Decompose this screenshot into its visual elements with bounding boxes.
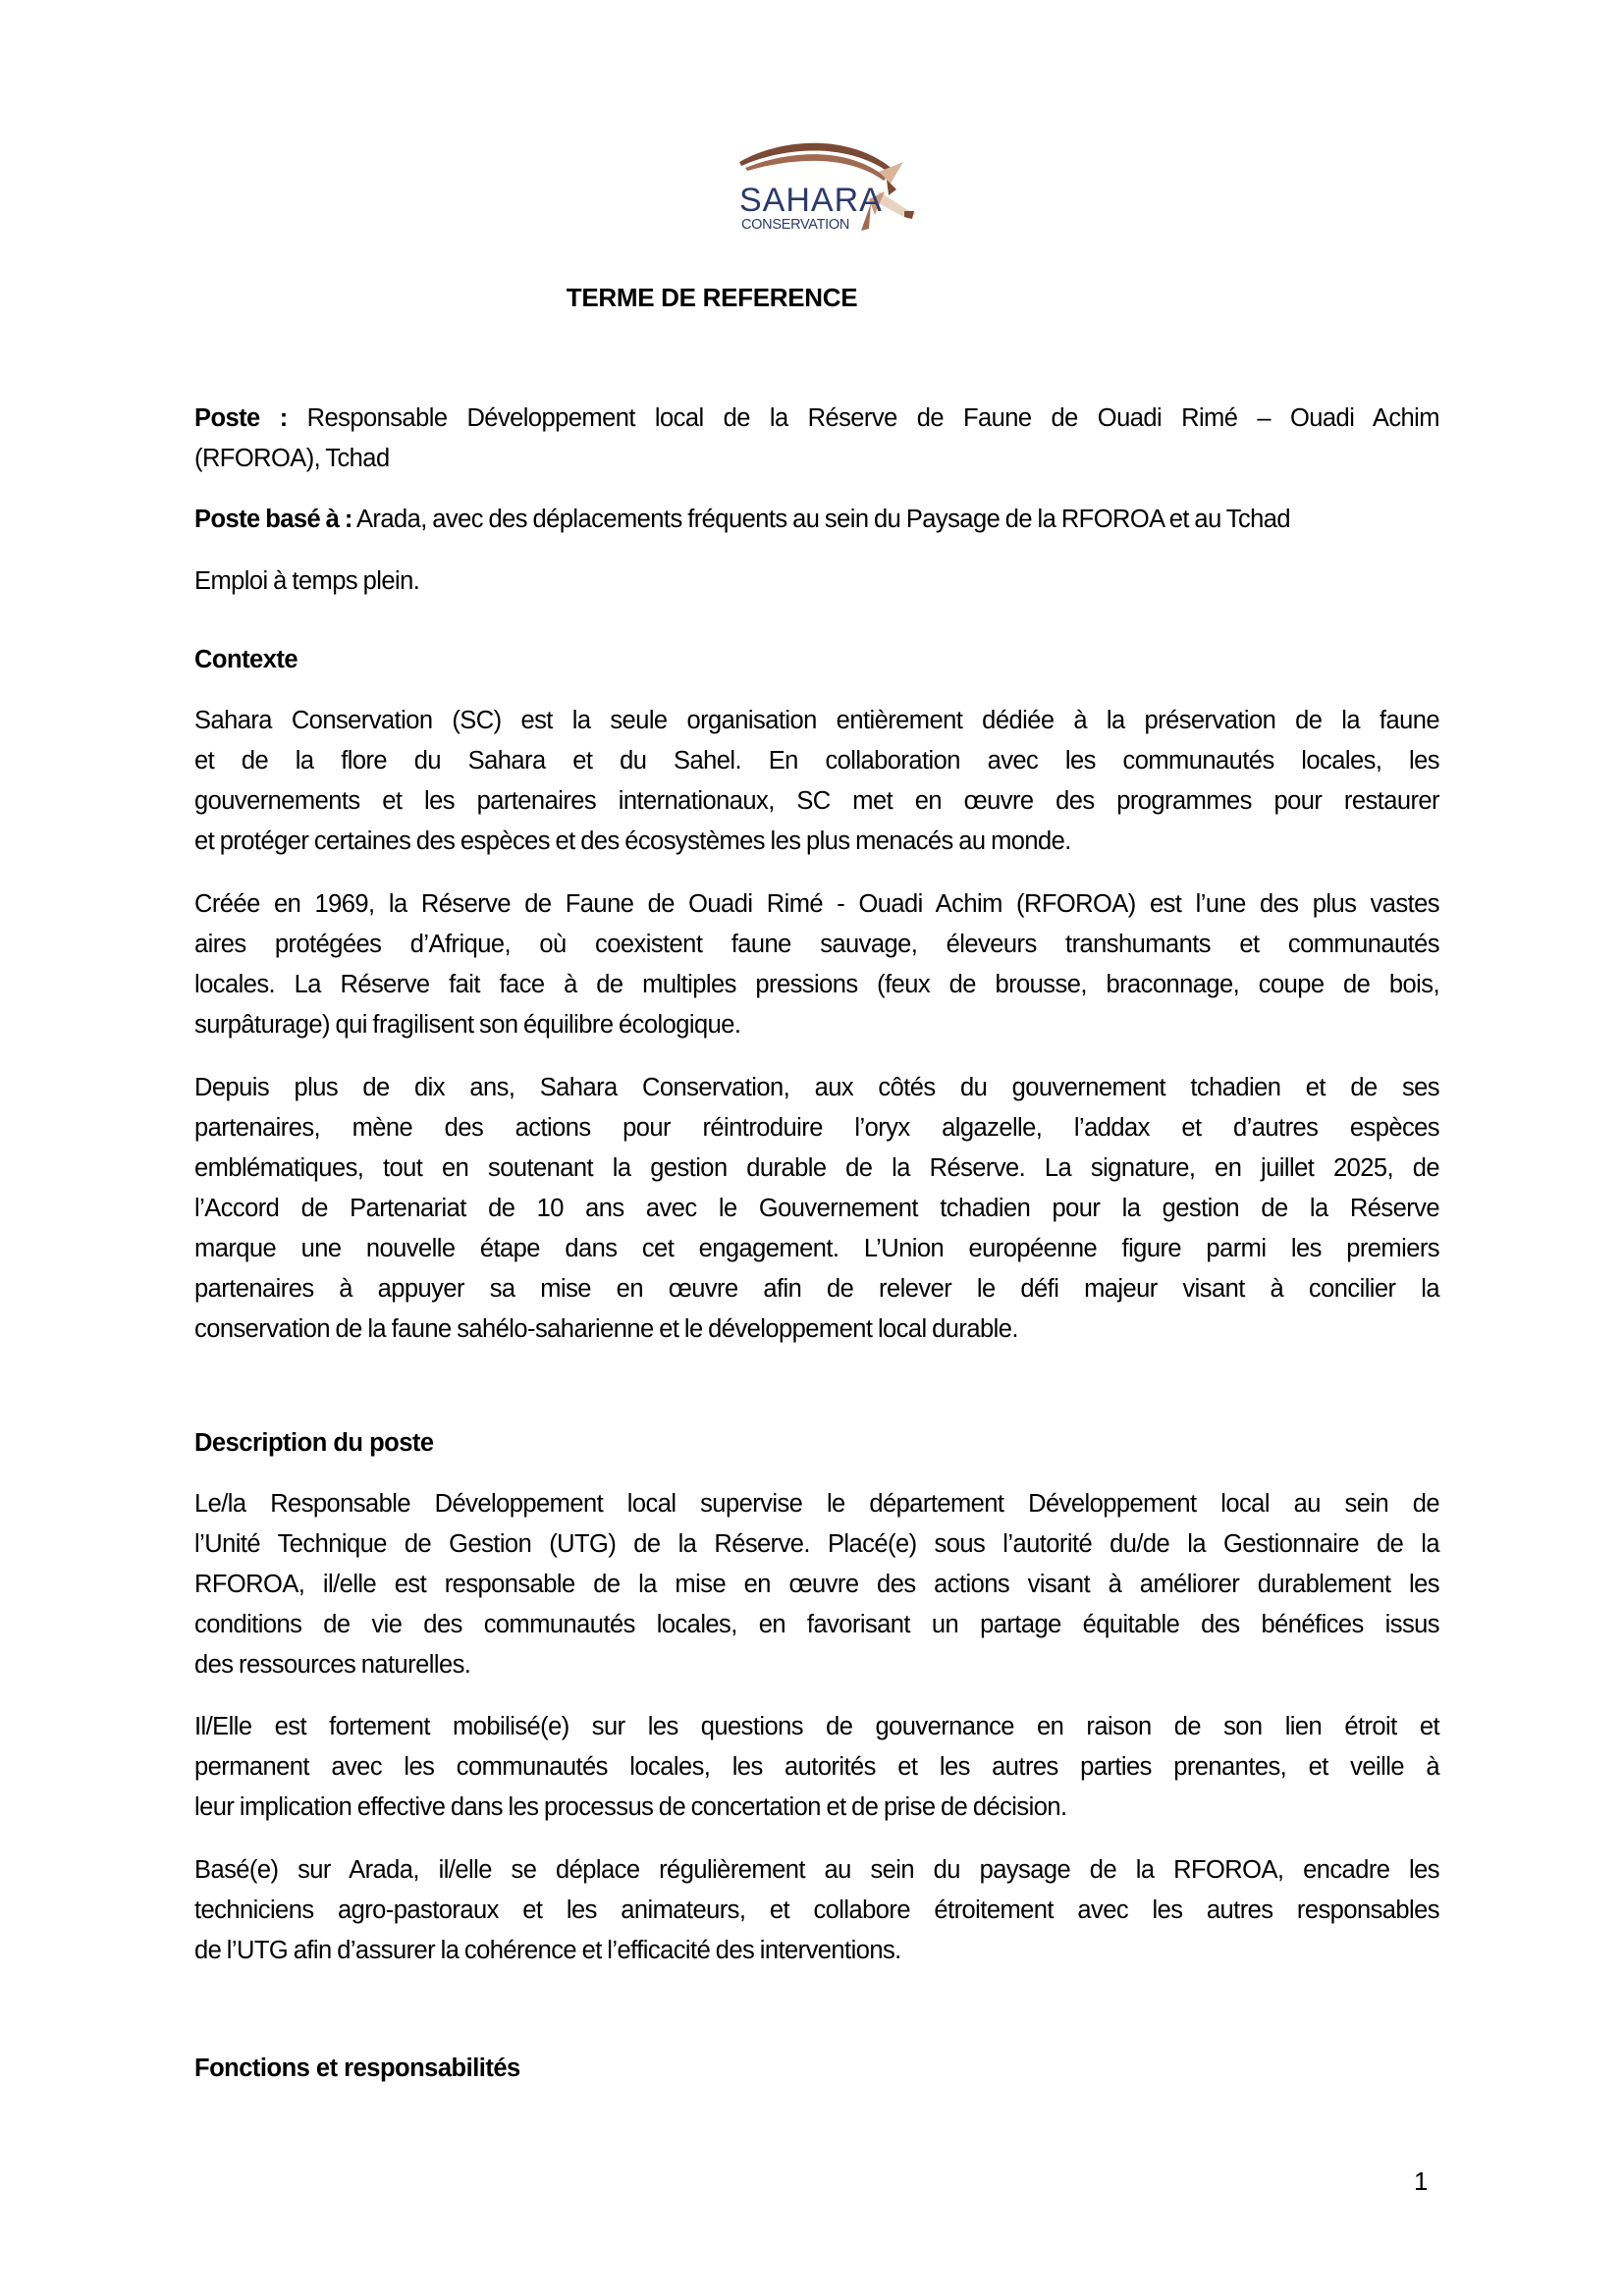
employment-type-text: Emploi à temps plein. bbox=[194, 567, 420, 595]
description-paragraph-2 bbox=[194, 1707, 1439, 1828]
page-number: 1 bbox=[1414, 2166, 1429, 2196]
poste-base-field bbox=[194, 500, 1439, 540]
text-line: Créée en 1969, la Réserve de Faune de Ouadi Rimé - Ouadi Achim (RFOROA) est l’une des plus vastes bbox=[194, 890, 1439, 918]
document-title: TERME DE REFERENCE bbox=[566, 283, 858, 312]
svg-text:SAHARA: SAHARA bbox=[739, 182, 883, 219]
text-line: locales. La Réserve fait face à de multiples pressions (feux de brousse, braconnage, coupe de bois, bbox=[194, 971, 1439, 998]
text-line: gouvernements et les partenaires internationaux, SC met en œuvre des programmes pour restaurer bbox=[194, 787, 1439, 815]
text-line: conditions de vie des communautés locales, en favorisant un partage équitable des bénéfices issus bbox=[194, 1611, 1439, 1638]
text-line: Basé(e) sur Arada, il/elle se déplace régulièrement au sein du paysage de la RFOROA, encadre les bbox=[194, 1856, 1439, 1884]
text-line: partenaires, mène des actions pour réintroduire l’oryx algazelle, l’addax et d’autres espèces bbox=[194, 1114, 1439, 1142]
text-line: de l’UTG afin d’assurer la cohérence et l’efficacité des interventions. bbox=[194, 1937, 901, 1964]
text-line: techniciens agro-pastoraux et les animateurs, et collabore étroitement avec les autres responsables bbox=[194, 1896, 1439, 1924]
poste-base-label: Poste basé à : bbox=[194, 506, 352, 533]
employment-type bbox=[194, 561, 1439, 602]
poste-label: Poste : bbox=[194, 404, 288, 432]
svg-text:CONSERVATION: CONSERVATION bbox=[741, 217, 849, 233]
text-line: permanent avec les communautés locales, les autorités et les autres parties prenantes, et veille à bbox=[194, 1753, 1439, 1781]
poste-base-value: Arada, avec des déplacements fréquents au sein du Paysage de la RFOROA et au Tchad bbox=[355, 506, 1291, 533]
description-paragraph-3 bbox=[194, 1850, 1439, 1971]
poste-field bbox=[194, 399, 1439, 479]
contexte-paragraph-3 bbox=[194, 1068, 1439, 1350]
text-line: aires protégées d’Afrique, où coexistent faune sauvage, éleveurs transhumants et communautés bbox=[194, 931, 1439, 958]
text-line: et protéger certaines des espèces et des écosystèmes les plus menacés au monde. bbox=[194, 828, 1071, 855]
text-line: emblématiques, tout en soutenant la gestion durable de la Réserve. La signature, en juillet 2025, de bbox=[194, 1154, 1439, 1182]
oryx-logo-icon bbox=[731, 133, 918, 236]
section-heading-fonctions: Fonctions et responsabilités bbox=[194, 2055, 520, 2082]
text-line: surpâturage) qui fragilisent son équilibre écologique. bbox=[194, 1011, 741, 1039]
text-line: marque une nouvelle étape dans cet engagement. L’Union européenne figure parmi les premiers bbox=[194, 1235, 1439, 1262]
text-line: RFOROA, il/elle est responsable de la mise en œuvre des actions visant à améliorer durablement les bbox=[194, 1571, 1439, 1598]
section-heading-description: Description du poste bbox=[194, 1429, 434, 1457]
text-line: Sahara Conservation (SC) est la seule organisation entièrement dédiée à la préservation de la faune bbox=[194, 707, 1439, 734]
text-line: leur implication effective dans les processus de concertation et de prise de décision. bbox=[194, 1793, 1067, 1821]
text-line: conservation de la faune sahélo-saharienne et le développement local durable. bbox=[194, 1315, 1018, 1343]
text-line: Depuis plus de dix ans, Sahara Conservation, aux côtés du gouvernement tchadien et de ses bbox=[194, 1074, 1439, 1101]
poste-value-line1: Responsable Développement local de la Réserve de Faune de Ouadi Rimé – Ouadi Achim bbox=[306, 404, 1439, 432]
text-line: Il/Elle est fortement mobilisé(e) sur les questions de gouvernance en raison de son lien étroit et bbox=[194, 1713, 1439, 1740]
text-line: l’Accord de Partenariat de 10 ans avec le Gouvernement tchadien pour la gestion de la Réserve bbox=[194, 1195, 1439, 1222]
text-line: l’Unité Technique de Gestion (UTG) de la Réserve. Placé(e) sous l’autorité du/de la Gestionnaire de la bbox=[194, 1530, 1439, 1558]
text-line: et de la flore du Sahara et du Sahel. En collaboration avec les communautés locales, les bbox=[194, 747, 1439, 774]
text-line: des ressources naturelles. bbox=[194, 1651, 471, 1679]
section-heading-contexte: Contexte bbox=[194, 646, 298, 673]
sahara-conservation-logo bbox=[731, 133, 918, 236]
description-paragraph-1 bbox=[194, 1484, 1439, 1685]
contexte-paragraph-1 bbox=[194, 701, 1439, 862]
poste-value-line2: (RFOROA), Tchad bbox=[194, 445, 390, 472]
contexte-paragraph-2 bbox=[194, 884, 1439, 1045]
text-line: partenaires à appuyer sa mise en œuvre afin de relever le défi majeur visant à concilier la bbox=[194, 1275, 1439, 1303]
text-line: Le/la Responsable Développement local supervise le département Développement local au sein de bbox=[194, 1490, 1439, 1518]
